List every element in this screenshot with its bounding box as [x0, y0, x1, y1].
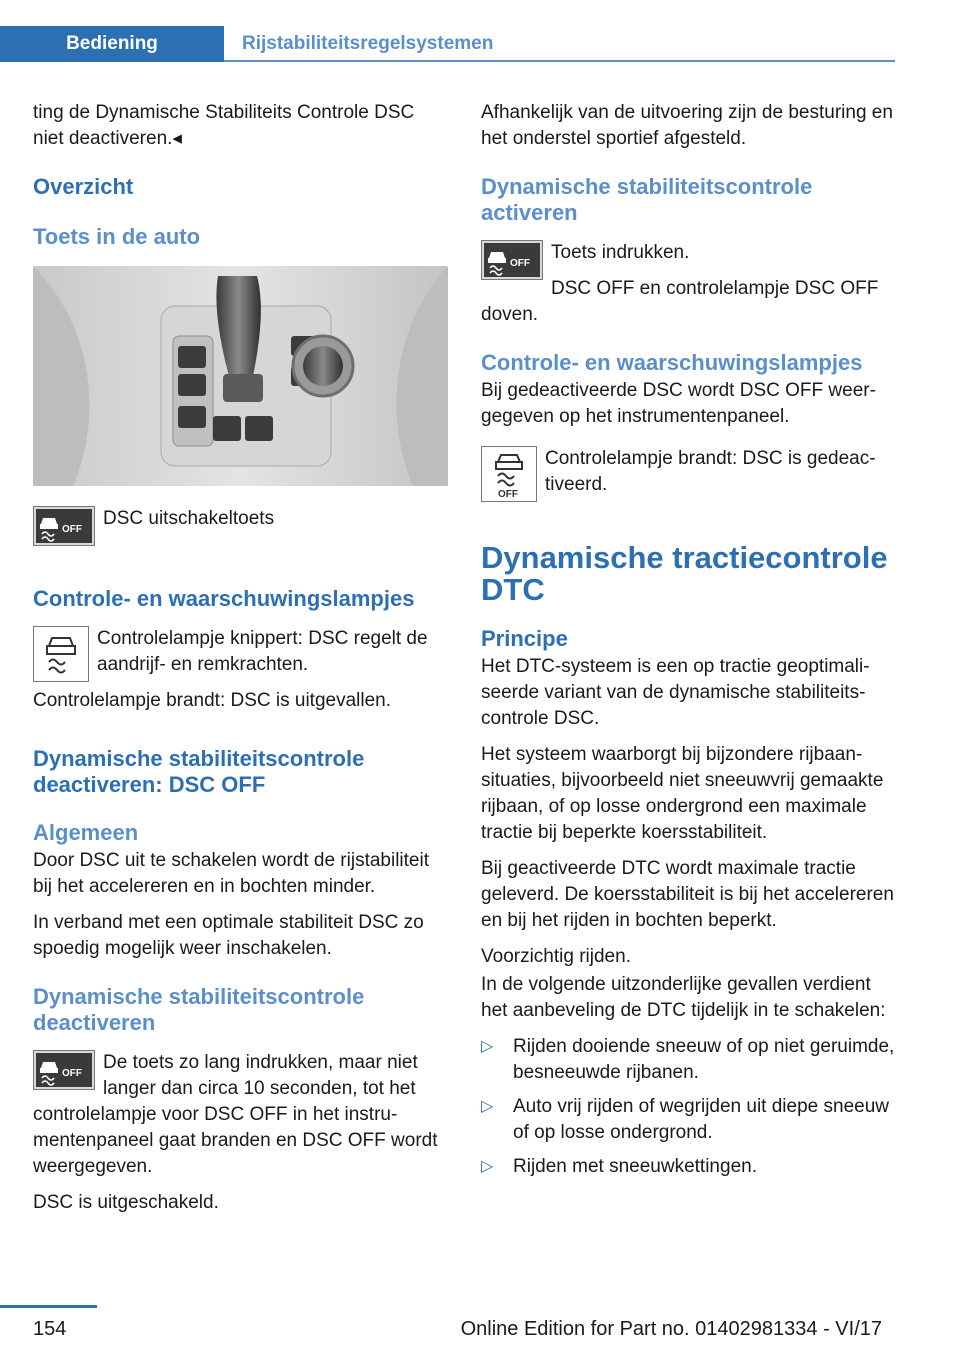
footer-rule	[0, 1305, 97, 1308]
tab-bediening[interactable]: Bediening	[0, 26, 224, 62]
button-caption-row	[33, 506, 448, 554]
deactivate-row	[33, 1050, 448, 1216]
heading-principe: Principe	[481, 626, 568, 651]
controle-text-1: Bij gedeactiveerde DSC wordt DSC OFF weergegeven op het instrumentenpaneel.	[481, 380, 876, 427]
activate-text-2: DSC OFF en controlelampje DSC OFF doven.	[481, 278, 879, 325]
dsc-off-button-icon	[481, 240, 543, 280]
heading-deactiveren: Dynamische stabiliteitscontrole deactiveren	[33, 984, 365, 1035]
list-item: ▷ Rijden dooiende sneeuw of op niet geruimde, besneeuwde rijbanen.	[481, 1036, 895, 1083]
svg-text:OFF: OFF	[62, 524, 82, 535]
deactivate-text-1: De toets zo lang indrukken, maar niet langer dan circa 10 seconden, tot het controlelampje voor DSC OFF in het instrumentenpaneel gaat branden en DSC OFF wordt weergegeven.	[33, 1052, 438, 1177]
dtc-bullet-list	[481, 1034, 896, 1180]
principe-text-3: Bij geactiveerde DTC wordt maximale tractie geleverd. De koersstabiliteit is bij het accelereren en bij het rijden in bochten beperkt.	[481, 858, 894, 931]
header-tabs	[0, 26, 895, 62]
caption-dsc-button: DSC uitschakeltoets	[103, 508, 275, 529]
lamp-row-left	[33, 626, 448, 714]
heading-dtc: Dynamische tractiecontrole DTC	[481, 540, 888, 607]
heading-overzicht: Overzicht	[33, 174, 134, 199]
triangle-bullet-icon: ▷	[481, 1098, 494, 1115]
svg-text:OFF: OFF	[510, 258, 530, 269]
heading-controle-right: Controle- en waarschuwingslampjes	[481, 350, 863, 375]
dsc-warning-lamp-icon	[33, 626, 89, 682]
gear-console-photo	[33, 266, 448, 486]
dsc-off-button-icon	[33, 506, 95, 546]
lamp-text-1: Controlelampje knippert: DSC regelt de aandrijf- en remkrachten.	[97, 628, 428, 675]
dsc-off-lamp-icon	[481, 446, 537, 502]
svg-text:OFF: OFF	[498, 489, 518, 500]
page-number: 154	[33, 1318, 67, 1340]
left-column	[33, 100, 448, 1216]
right-column	[481, 100, 896, 1188]
heading-activeren: Dynamische stabiliteitscontrole activeren	[481, 174, 813, 225]
principe-text-1: Het DTC-systeem is een op tractie geoptimaliseerde variant van de dynamische stabiliteitscontrole DSC.	[481, 656, 870, 729]
svg-text:OFF: OFF	[62, 1068, 82, 1079]
algemeen-text-2: In verband met een optimale stabiliteit DSC zo spoedig mogelijk weer inschakelen.	[33, 912, 424, 959]
list-item: ▷ Auto vrij rijden of wegrijden uit diepe sneeuw of op losse ondergrond.	[481, 1096, 889, 1143]
heading-controle-left: Controle- en waarschuwingslampjes	[33, 586, 415, 611]
heading-toets: Toets in de auto	[33, 224, 201, 249]
edition-text: Online Edition for Part no. 01402981334 - VI/17	[460, 1318, 882, 1340]
left-intro: ting de Dynamische Stabiliteits Controle DSC niet deactiveren.◂	[33, 102, 415, 149]
heading-algemeen: Algemeen	[33, 820, 139, 845]
controle-text-2: Controlelampje brandt: DSC is gedeactiveerd.	[545, 448, 876, 495]
triangle-bullet-icon: ▷	[481, 1038, 494, 1055]
principe-text-2: Het systeem waarborgt bij bijzondere rijbaansituaties, bijvoorbeeld niet sneeuwvrij gemaakte rijbaan, of op losse ondergrond een maximale tractie bij beperkte koersstabiliteit.	[481, 744, 884, 843]
right-intro: Afhankelijk van de uitvoering zijn de besturing en het onderstel sportief afgesteld.	[481, 102, 893, 149]
lamp-row-right	[481, 446, 896, 498]
activate-text-1: Toets indrukken.	[551, 242, 690, 263]
heading-deactivate-dsc-off: Dynamische stabiliteitscontrole deactiveren: DSC OFF	[33, 746, 365, 797]
algemeen-text-1: Door DSC uit te schakelen wordt de rijstabiliteit bij het accelereren en in bochten minder.	[33, 850, 430, 897]
dsc-off-button-icon	[33, 1050, 95, 1090]
triangle-bullet-icon: ▷	[481, 1158, 494, 1175]
deactivate-text-2: DSC is uitgeschakeld.	[33, 1192, 219, 1213]
tab-rijstabiliteit[interactable]: Rijstabiliteitsregelsystemen	[242, 33, 494, 54]
list-item: ▷ Rijden met sneeuwkettingen.	[481, 1154, 896, 1180]
lamp-text-2: Controlelampje brandt: DSC is uitgevallen.	[33, 690, 392, 711]
header-rule	[224, 60, 895, 62]
principe-text-5: In de volgende uitzonderlijke gevallen verdient het aanbeveling de DTC tijdelijk in te schakelen:	[481, 974, 886, 1021]
principe-text-4: Voorzichtig rijden.	[481, 946, 631, 967]
activate-row	[481, 240, 896, 328]
